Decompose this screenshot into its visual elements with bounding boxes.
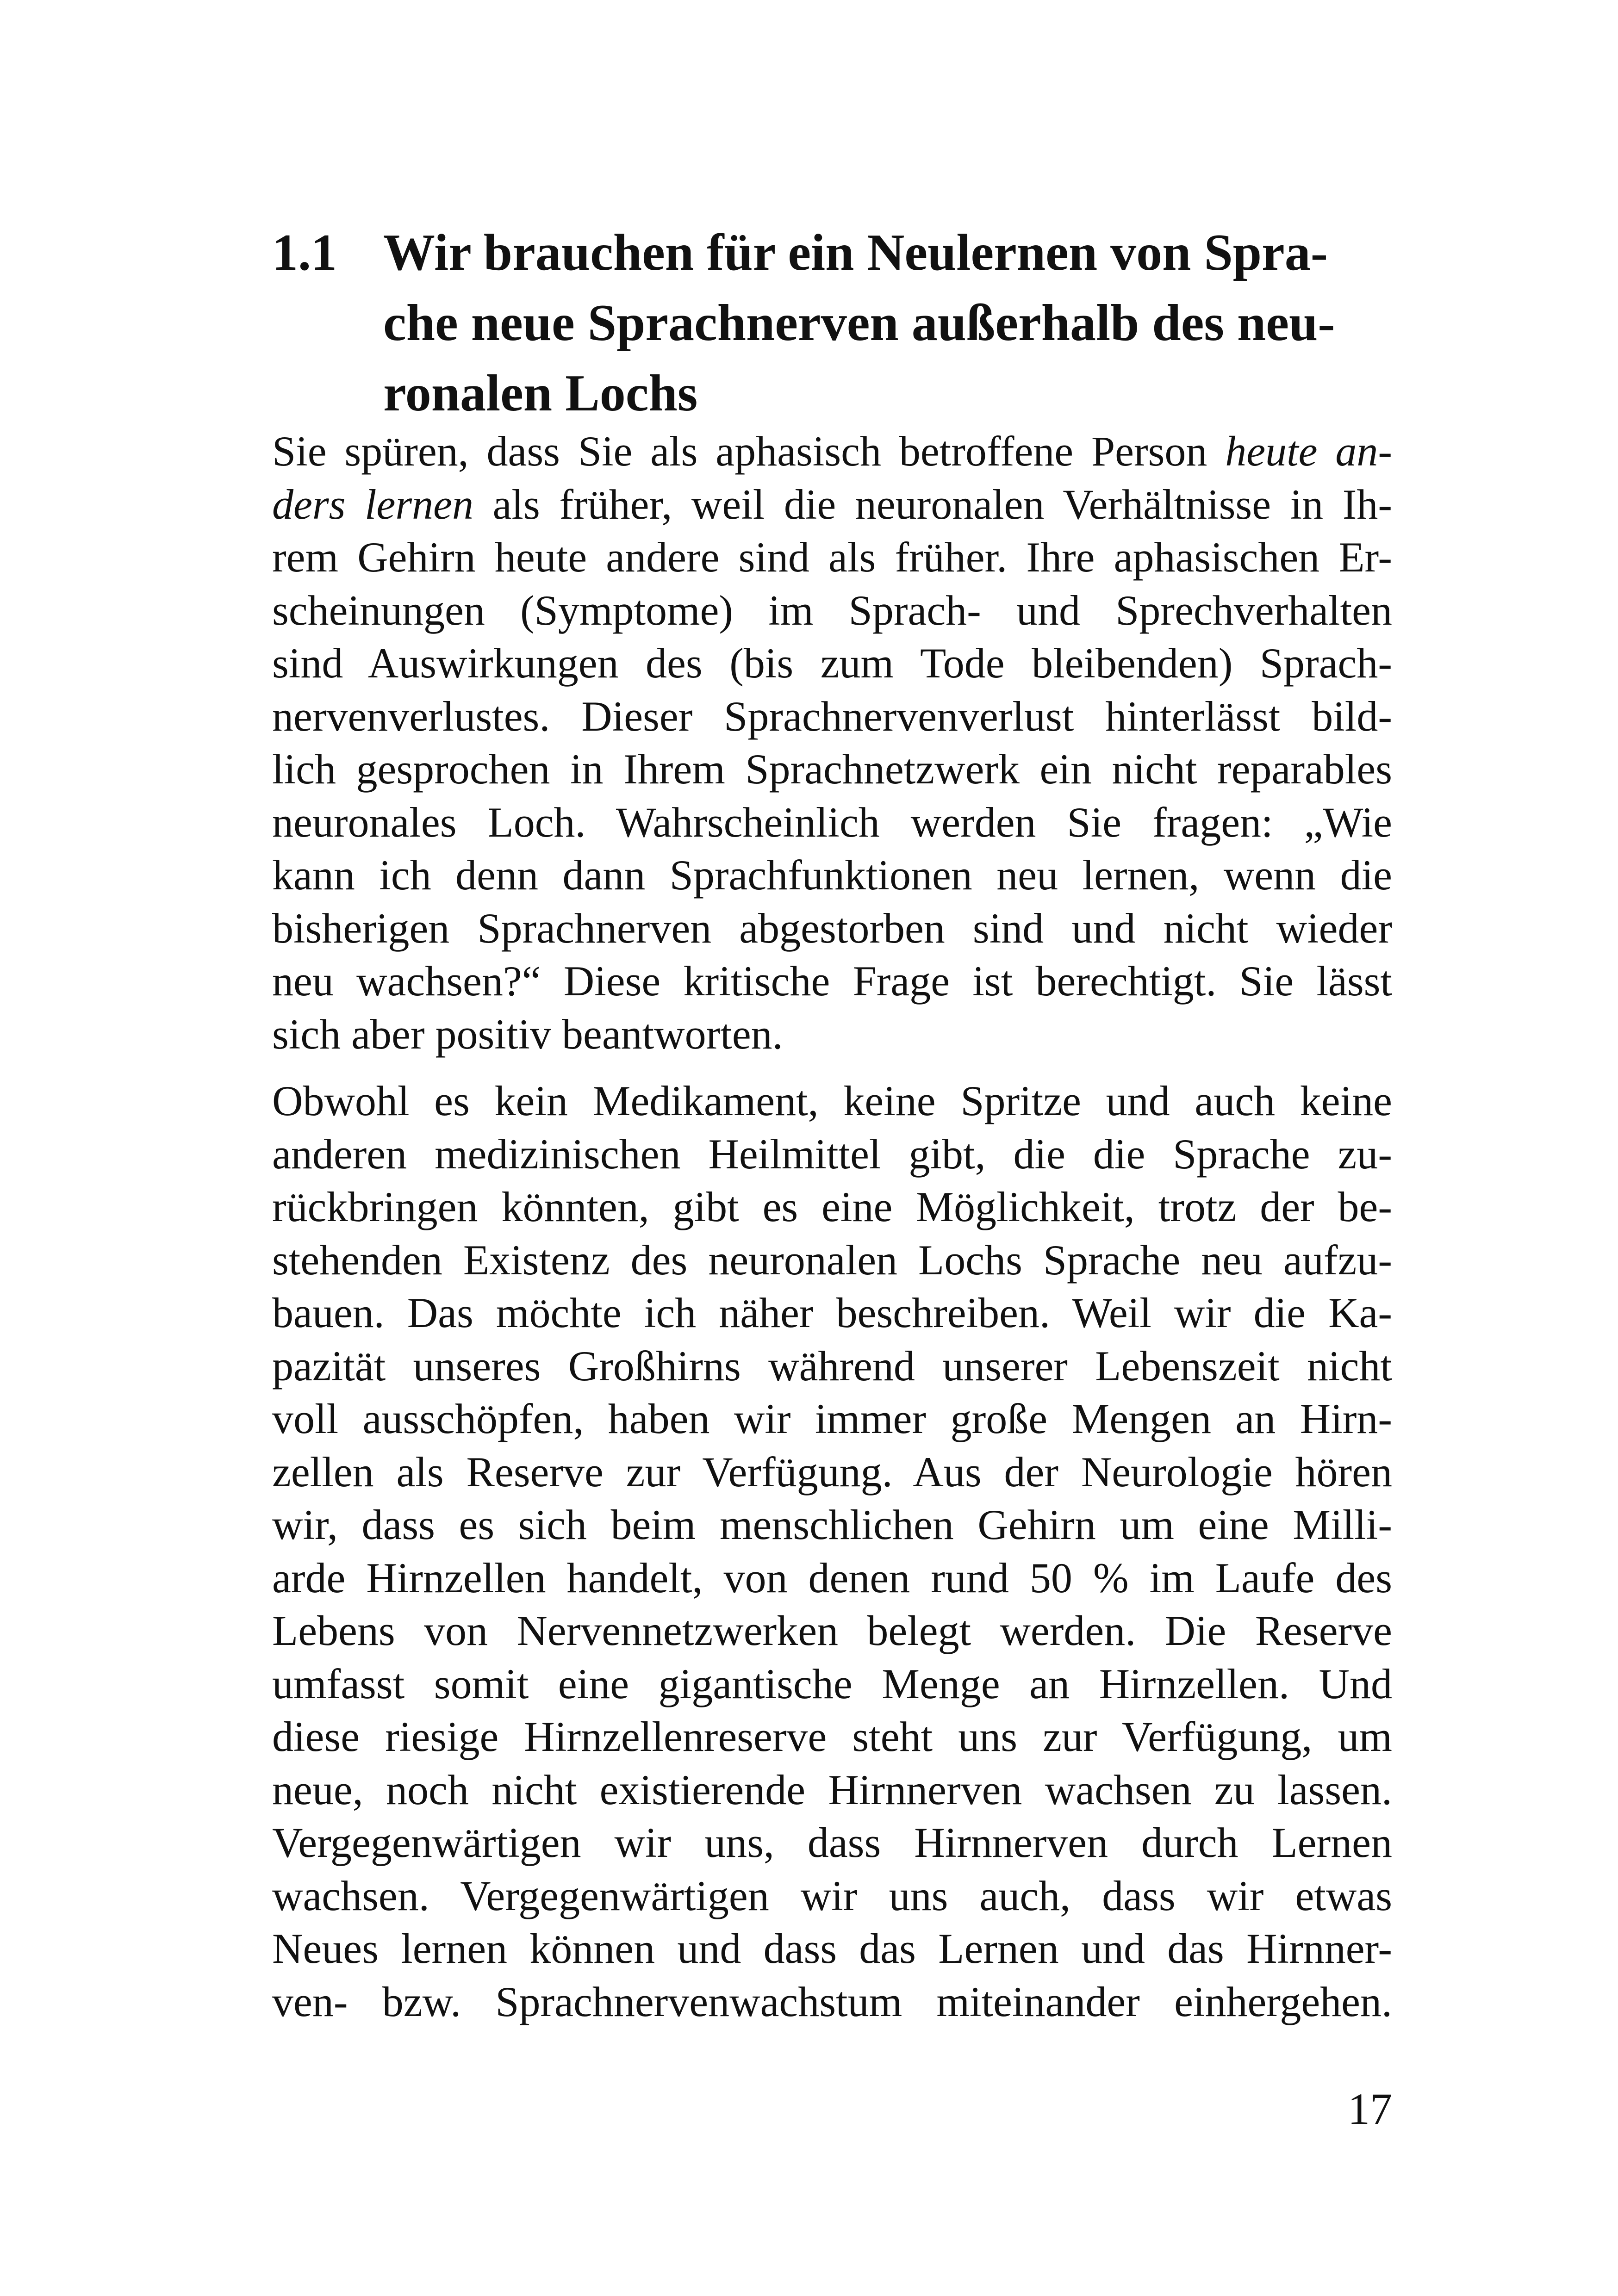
emphasis: ders lernen xyxy=(272,480,474,528)
text-line: zellen als Reserve zur Verfügung. Aus der Neurologie hören xyxy=(272,1448,1392,1496)
text-line: pazität unseres Großhirns während unserer Lebenszeit nicht xyxy=(272,1342,1392,1390)
section-heading xyxy=(272,217,1392,428)
text-line: scheinungen (Symptome) im Sprach- und Sprechverhalten xyxy=(272,586,1392,634)
text-line: stehenden Existenz des neuronalen Lochs Sprache neu aufzu- xyxy=(272,1236,1392,1284)
text-line: voll ausschöpfen, haben wir immer große Mengen an Hirn- xyxy=(272,1395,1392,1442)
emphasis: heute an- xyxy=(1225,428,1392,475)
text-line: Neues lernen können und dass das Lernen und das Hirnner- xyxy=(272,1925,1392,1972)
text-line: rem Gehirn heute andere sind als früher. Ihre aphasischen Er- xyxy=(272,534,1392,581)
page-number: 17 xyxy=(1348,2084,1392,2134)
text-line: neue, noch nicht existierende Hirnnerven wachsen zu lassen. xyxy=(272,1766,1392,1813)
text-line: Obwohl es kein Medikament, keine Spritze und auch keine xyxy=(272,1077,1392,1124)
section-title xyxy=(383,217,1392,428)
text-line: lich gesprochen in Ihrem Sprachnetzwerk ein nicht reparables xyxy=(272,745,1392,793)
text-line: wir, dass es sich beim menschlichen Gehirn um eine Milli- xyxy=(272,1501,1392,1548)
text-line: Sie spüren, dass Sie als aphasisch betroffene Person heute an- xyxy=(272,428,1392,475)
text-line: kann ich denn dann Sprachfunktionen neu lernen, wenn die xyxy=(272,851,1392,899)
text-line: rückbringen könnten, gibt es eine Möglichkeit, trotz der be- xyxy=(272,1183,1392,1230)
text-line: sich aber positiv beantworten. xyxy=(272,1010,783,1058)
text-line: diese riesige Hirnzellenreserve steht uns zur Verfügung, um xyxy=(272,1713,1392,1760)
text-line: ders lernen als früher, weil die neuronalen Verhältnisse in Ih- xyxy=(272,480,1392,528)
text-line: neu wachsen?“ Diese kritische Frage ist berechtigt. Sie lässt xyxy=(272,957,1392,1005)
section-title-line: ronalen Lochs xyxy=(383,365,698,422)
text-line: neuronales Loch. Wahrscheinlich werden Sie fragen: „Wie xyxy=(272,798,1392,846)
text-line: arde Hirnzellen handelt, von denen rund 50 % im Laufe des xyxy=(272,1554,1392,1601)
text-line: wachsen. Vergegenwärtigen wir uns auch, dass wir etwas xyxy=(272,1872,1392,1919)
text-line: ven- bzw. Sprachnervenwachstum miteinander einhergehen. xyxy=(272,1978,1392,2025)
text-line: bisherigen Sprachnerven abgestorben sind und nicht wieder xyxy=(272,904,1392,952)
section-title-line: Wir brauchen für ein Neulernen von Spra- xyxy=(383,224,1328,281)
text-line: sind Auswirkungen des (bis zum Tode bleibenden) Sprach- xyxy=(272,639,1392,687)
section-number: 1.1 xyxy=(272,224,337,281)
paragraph-1 xyxy=(272,425,1392,1061)
paragraph-2 xyxy=(272,1074,1392,2028)
text-line: bauen. Das möchte ich näher beschreiben. Weil wir die Ka- xyxy=(272,1289,1392,1336)
text-line: Vergegenwärtigen wir uns, dass Hirnnerven durch Lernen xyxy=(272,1819,1392,1866)
text-line: Lebens von Nervennetzwerken belegt werden. Die Reserve xyxy=(272,1607,1392,1654)
text-line: anderen medizinischen Heilmittel gibt, die die Sprache zu- xyxy=(272,1130,1392,1178)
text-line: nervenverlustes. Dieser Sprachnervenverlust hinterlässt bild- xyxy=(272,692,1392,740)
section-title-line: che neue Sprachnerven außerhalb des neu- xyxy=(383,294,1335,352)
text-line: umfasst somit eine gigantische Menge an Hirnzellen. Und xyxy=(272,1660,1392,1707)
